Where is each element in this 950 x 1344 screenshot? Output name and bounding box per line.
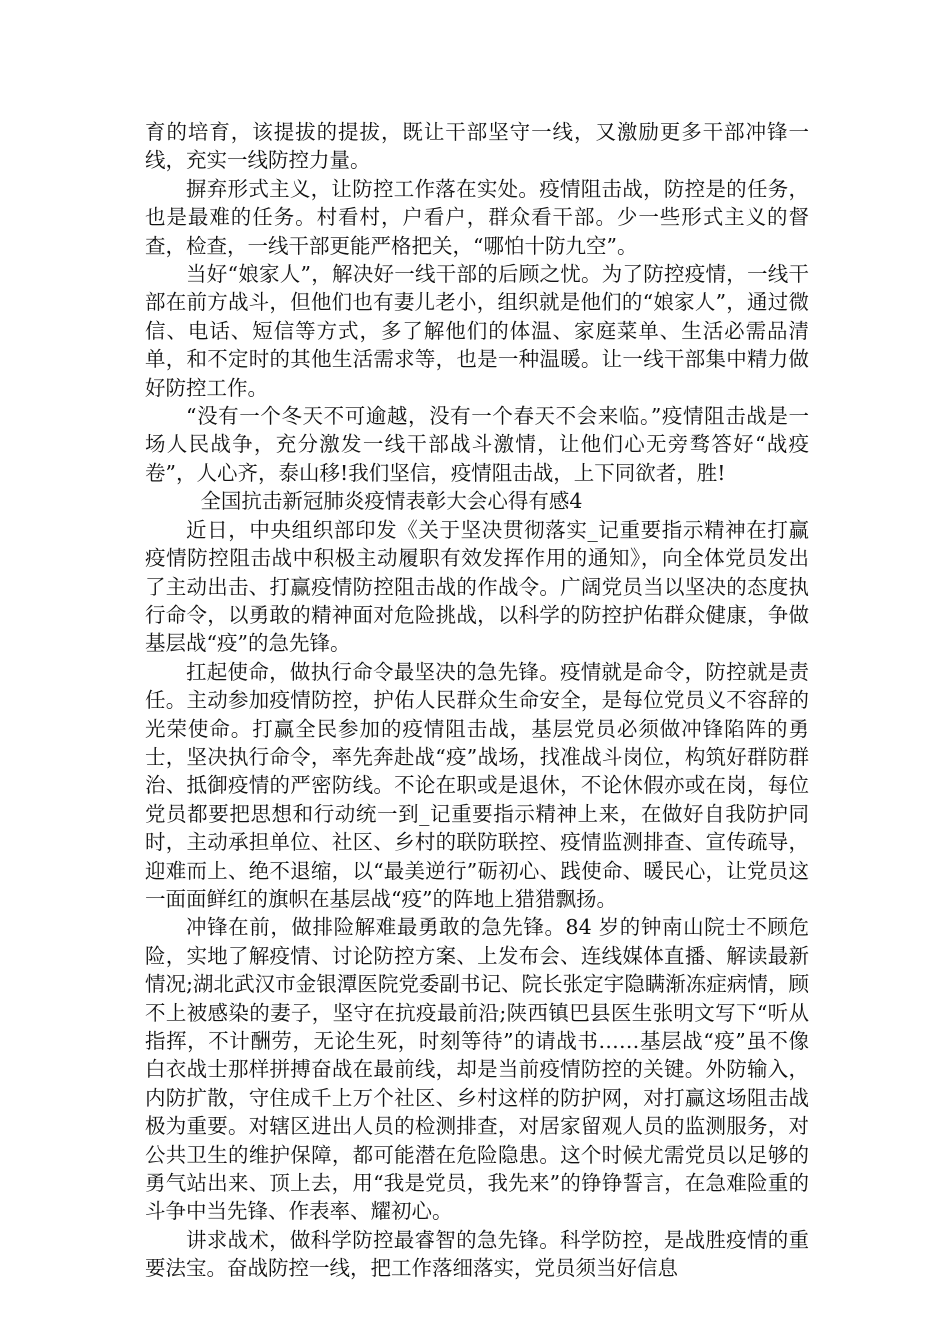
paragraph-family-support: 当好“娘家人”，解决好一线干部的后顾之忧。为了防控疫情，一线干部在前方战斗，但他们也有妻儿老小，组织就是他们的“娘家人”，通过微信、电话、短信等方式，多了解他们的体温、家庭菜单、生活必需品清单，和不定时的其他生活需求等，也是一种温暖。让一线干部集中精力做好防控工作。	[145, 262, 809, 400]
paragraph-formalism: 摒弃形式主义，让防控工作落在实处。疫情阻击战，防控是的任务，也是最难的任务。村看村，户看户，群众看干部。少一些形式主义的督查，检查，一线干部更能严格把关，“哪怕十防九空”。	[145, 176, 809, 258]
paragraph-continuation: 育的培育，该提拔的提拔，既让干部坚守一线，又激励更多干部冲锋一线，充实一线防控力量。	[145, 120, 809, 173]
section-heading: 全国抗击新冠肺炎疫情表彰大会心得有感4	[200, 489, 583, 514]
paragraph-winter-quote: “没有一个冬天不可逾越，没有一个春天不会来临。”疫情阻击战是一场人民战争，充分激发一线干部战斗激情，让他们心无旁骛答好“战疫卷”，人心齐，泰山移!我们坚信，疫情阻击战，上下同欲者，胜!	[145, 404, 809, 485]
paragraph-scientific: 讲求战术，做科学防控最睿智的急先锋。科学防控，是战胜疫情的重要法宝。奋战防控一线，把工作落细落实，党员须当好信息	[145, 1227, 809, 1281]
paragraph-notice: 近日，中央组织部印发《关于坚决贯彻落实_记重要指示精神在打赢疫情防控阻击战中积极主动履职有效发挥作用的通知》，向全体党员发出了主动出击、打赢疫情防控阻击战的作战令。广阔党员当以坚决的态度执行命令，以勇敢的精神面对危险挑战，以科学的防控护佑群众健康，争做基层战“疫”的急先锋。	[145, 517, 809, 656]
paragraph-charge-forward: 冲锋在前，做排险解难最勇敢的急先锋。84 岁的钟南山院士不顾危险，实地了解疫情、讨论防控方案、上发布会、连线媒体直播、解读最新情况;湖北武汉市金银潭医院党委副书记、院长张定宇隐瞒渐冻症病情，顾不上被感染的妻子，坚守在抗疫最前沿;陕西镇巴县医生张明文写下“听从指挥，不计酬劳，无论生死，时刻等待”的请战书……基层战“疫”虽不像白衣战士那样拼搏奋战在最前线，却是当前疫情防控的关键。外防输入，内防扩散，守住成千上万个社区、乡村这样的防护网，对打赢这场阻击战极为重要。对辖区进出人员的检测排查，对居家留观人员的监测服务，对公共卫生的维护保障，都可能潜在危险隐患。这个时候尤需党员以足够的勇气站出来、顶上去，用“我是党员，我先来”的铮铮誓言，在急难险重的斗争中当先锋、作表率、耀初心。	[145, 915, 809, 1224]
document-body	[145, 118, 809, 1283]
paragraph-mission: 扛起使命，做执行命令最坚决的急先锋。疫情就是命令，防控就是责任。主动参加疫情防控，护佑人民群众生命安全，是每位党员义不容辞的光荣使命。打赢全民参加的疫情阻击战，基层党员必须做冲锋陷阵的勇士，坚决执行命令，率先奔赴战“疫”战场，找准战斗岗位，构筑好群防群治、抵御疫情的严密防线。不论在职或是退休，不论休假亦或在岗，每位党员都要把思想和行动统一到_记重要指示精神上来，在做好自我防护同时，主动承担单位、社区、乡村的联防联控、疫情监测排查、宣传疏导，迎难而上、绝不退缩，以“最美逆行”砺初心、践使命、暖民心，让党员这一面面鲜红的旗帜在基层战“疫”的阵地上猎猎飘扬。	[145, 659, 809, 911]
